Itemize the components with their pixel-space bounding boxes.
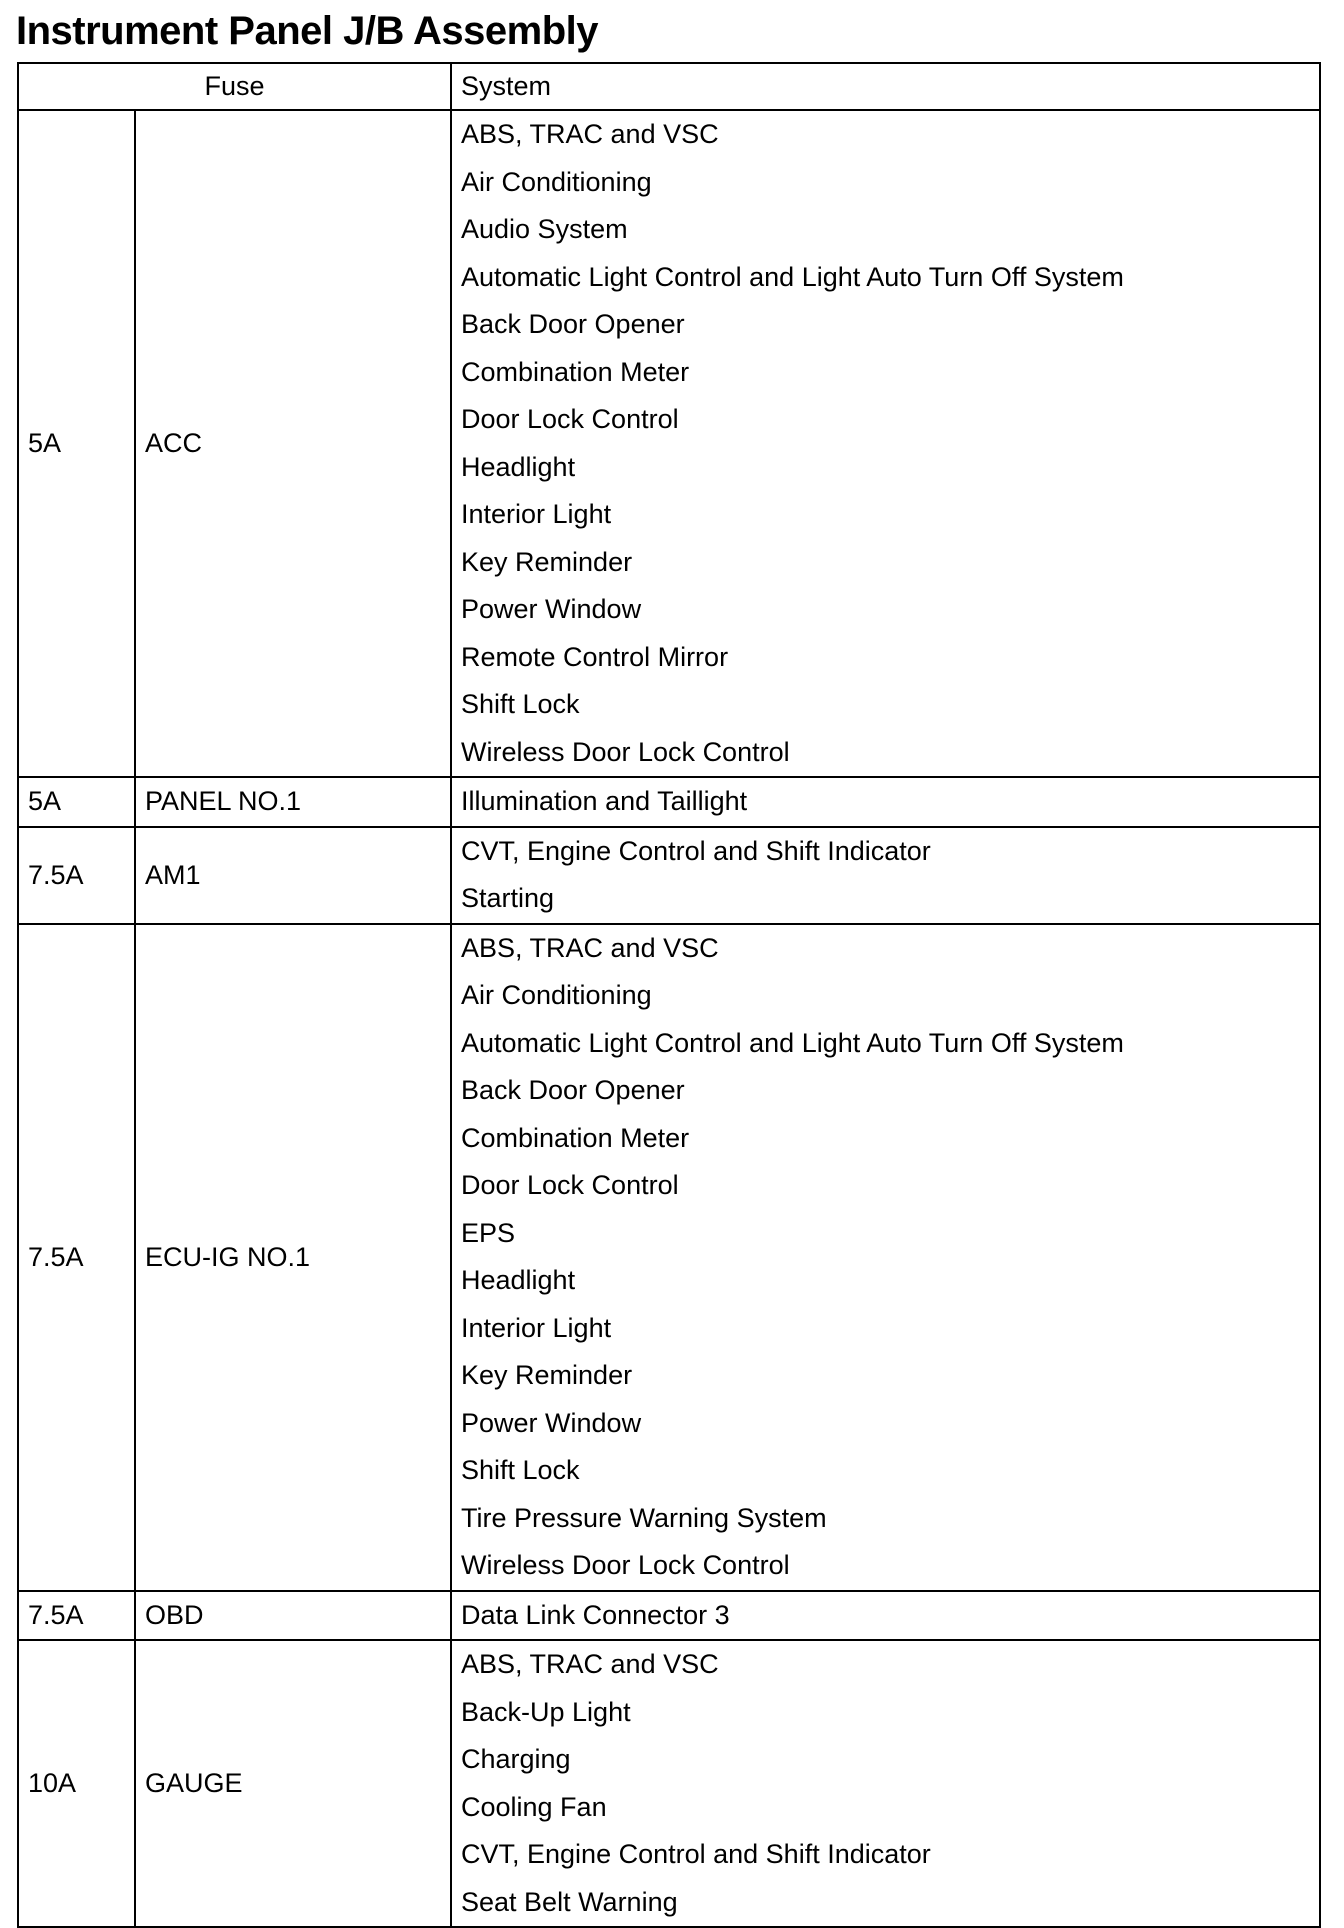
- fuse-amperage: 10A: [18, 1640, 135, 1927]
- system-item: Tire Pressure Warning System: [461, 1502, 827, 1533]
- system-item: Combination Meter: [461, 1122, 690, 1153]
- fuse-amperage: 5A: [18, 110, 135, 777]
- system-item: Air Conditioning: [461, 166, 652, 197]
- system-item: Wireless Door Lock Control: [461, 1550, 790, 1580]
- system-item: Headlight: [461, 451, 576, 482]
- fuse-column-header: Fuse: [18, 63, 451, 110]
- system-item: Back Door Opener: [461, 1075, 685, 1105]
- table-row: [18, 110, 1320, 777]
- system-item: Combination Meter: [461, 356, 690, 387]
- fuse-name: GAUGE: [135, 1640, 451, 1927]
- fuse-systems: [451, 827, 1320, 924]
- system-item: Cooling Fan: [461, 1791, 607, 1822]
- fuse-name: ACC: [135, 110, 451, 777]
- system-item: Door Lock Control: [461, 1170, 679, 1200]
- table-row: [18, 1591, 1320, 1641]
- fuse-systems: [451, 924, 1320, 1591]
- system-item: Shift Lock: [461, 689, 580, 719]
- system-column-header: System: [451, 63, 1320, 110]
- fuse-table-body: [18, 110, 1320, 1927]
- system-item: Air Conditioning: [461, 980, 652, 1010]
- fuse-amperage: 7.5A: [18, 924, 135, 1591]
- system-item: Data Link Connector 3: [461, 1599, 730, 1630]
- fuse-table: [17, 62, 1321, 1928]
- system-item: Interior Light: [461, 499, 612, 529]
- system-item: Starting: [461, 883, 555, 913]
- system-item: Power Window: [461, 1407, 642, 1438]
- system-item: Interior Light: [461, 1312, 612, 1343]
- system-item: Illumination and Taillight: [461, 786, 748, 816]
- system-item: Back-Up Light: [461, 1696, 631, 1727]
- fuse-systems: [451, 110, 1320, 777]
- system-item: CVT, Engine Control and Shift Indicator: [461, 835, 931, 866]
- system-item: ABS, TRAC and VSC: [461, 119, 719, 149]
- fuse-systems: [451, 777, 1320, 827]
- system-item: Seat Belt Warning: [461, 1886, 678, 1917]
- fuse-name: AM1: [135, 827, 451, 924]
- fuse-name: ECU-IG NO.1: [135, 924, 451, 1591]
- fuse-amperage: 7.5A: [18, 827, 135, 924]
- page-title: Instrument Panel J/B Assembly: [16, 9, 598, 53]
- table-row: [18, 924, 1320, 1591]
- system-item: Door Lock Control: [461, 404, 679, 434]
- table-header-row: [18, 63, 1320, 110]
- system-item: CVT, Engine Control and Shift Indicator: [461, 1839, 931, 1869]
- system-item: Automatic Light Control and Light Auto Turn Off System: [461, 1027, 1124, 1058]
- system-item: EPS: [461, 1217, 516, 1248]
- system-item: Remote Control Mirror: [461, 641, 729, 672]
- fuse-systems: [451, 1591, 1320, 1641]
- fuse-name: PANEL NO.1: [135, 777, 451, 827]
- fuse-amperage: 7.5A: [18, 1591, 135, 1641]
- system-item: Audio System: [461, 214, 628, 244]
- system-item: Automatic Light Control and Light Auto Turn Off System: [461, 261, 1124, 292]
- table-row: [18, 827, 1320, 924]
- system-item: Power Window: [461, 594, 642, 624]
- table-row: [18, 1640, 1320, 1927]
- system-item: Back Door Opener: [461, 309, 685, 339]
- system-item: Key Reminder: [461, 1360, 633, 1390]
- system-item: Key Reminder: [461, 546, 633, 577]
- system-item: ABS, TRAC and VSC: [461, 932, 719, 963]
- fuse-amperage: 5A: [18, 777, 135, 827]
- system-item: Wireless Door Lock Control: [461, 736, 790, 767]
- system-item: Charging: [461, 1744, 571, 1774]
- fuse-systems: [451, 1640, 1320, 1927]
- table-row: [18, 777, 1320, 827]
- system-item: Shift Lock: [461, 1455, 580, 1485]
- system-item: Headlight: [461, 1265, 576, 1295]
- system-item: ABS, TRAC and VSC: [461, 1649, 719, 1679]
- fuse-name: OBD: [135, 1591, 451, 1641]
